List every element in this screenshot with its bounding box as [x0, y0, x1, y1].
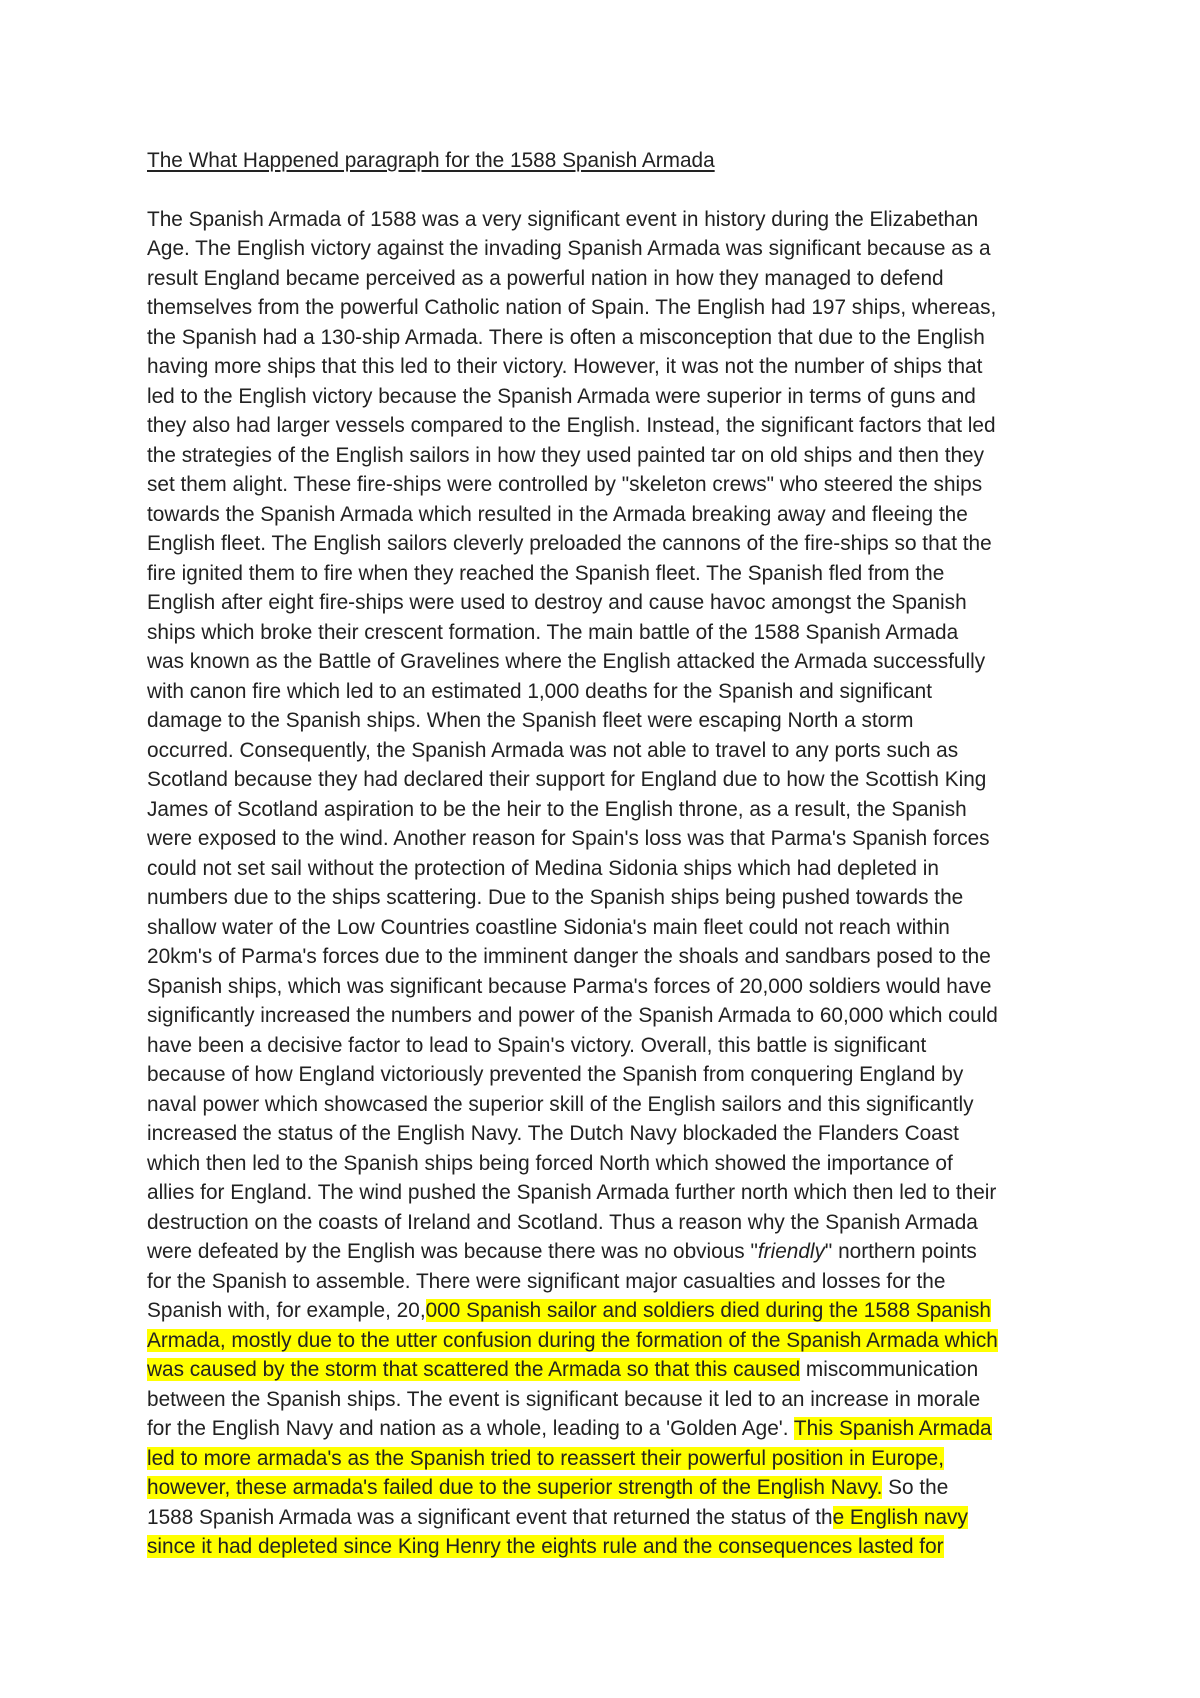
- text-line: Scotland because they had declared their support for England due to how the Scottish King: [147, 768, 987, 791]
- text-line: numbers due to the ships scattering. Due to the Spanish ships being pushed towards the: [147, 886, 964, 909]
- text-line: could not set sail without the protection of Medina Sidonia ships which had depleted in: [147, 856, 939, 880]
- text-line: [147, 1473, 1067, 1503]
- text-line: English after eight fire-ships were used to destroy and cause havoc amongst the Spanish: [147, 591, 967, 614]
- text-line: [147, 1355, 1067, 1385]
- text-line: with canon fire which led to an estimated 1,000 deaths for the Spanish and significant: [147, 679, 932, 703]
- text-run: So the: [882, 1476, 949, 1499]
- text-line: for the Spanish to assemble. There were significant major casualties and losses for the: [147, 1269, 946, 1293]
- text-line: [147, 1296, 1067, 1326]
- highlighted-text: was caused by the storm that scattered the Armada so that this caused: [147, 1358, 801, 1381]
- text-line: The Spanish Armada of 1588 was a very significant event in history during the Elizabethan: [147, 207, 979, 231]
- highlighted-text: This Spanish Armada: [793, 1417, 992, 1440]
- highlighted-text: however, these armada's failed due to the superior strength of the English Navy.: [147, 1476, 883, 1499]
- text-run: miscommunication: [800, 1358, 979, 1381]
- text-line: [147, 1414, 1067, 1444]
- text-line: naval power which showcased the superior skill of the English sailors and this significantly: [147, 1092, 974, 1116]
- document-title: The What Happened paragraph for the 1588 Spanish Armada: [147, 149, 715, 172]
- paragraph: [147, 205, 1067, 1562]
- text-line: 20km's of Parma's forces due to the imminent danger the shoals and sandbars posed to the: [147, 945, 991, 968]
- text-run: " northern points: [824, 1240, 977, 1263]
- text-line: [147, 1326, 1067, 1356]
- text-line: [147, 1237, 1067, 1267]
- text-run: 1588 Spanish Armada was a significant event that returned the status of th: [147, 1505, 833, 1529]
- text-line: was known as the Battle of Gravelines where the English attacked the Armada successfully: [147, 650, 986, 673]
- text-line: Age. The English victory against the invading Spanish Armada was significant because as a: [147, 237, 991, 260]
- text-line: James of Scotland aspiration to be the heir to the English throne, as a result, the Spanish: [147, 797, 967, 821]
- text-line: because of how England victoriously prevented the Spanish from conquering England by: [147, 1063, 964, 1086]
- text-line: occurred. Consequently, the Spanish Armada was not able to travel to any ports such as: [147, 738, 959, 762]
- text-line: they also had larger vessels compared to the English. Instead, the significant factors that led: [147, 414, 996, 437]
- text-run: Spanish with, for example, 20,: [147, 1299, 426, 1322]
- text-line: Spanish ships, which was significant because Parma's forces of 20,000 soldiers would have: [147, 974, 992, 998]
- text-line: the strategies of the English sailors in how they used painted tar on old ships and then they: [147, 443, 985, 467]
- highlighted-text: 000 Spanish sailor and soldiers died during the 1588 Spanish: [425, 1299, 991, 1322]
- highlighted-text: Armada, mostly due to the utter confusion during the formation of the Spanish Armada which: [147, 1328, 998, 1352]
- text-line: increased the status of the English Navy. The Dutch Navy blockaded the Flanders Coast: [147, 1122, 959, 1145]
- text-line: [147, 1503, 1067, 1533]
- text-line: damage to the Spanish ships. When the Spanish fleet were escaping North a storm: [147, 709, 914, 732]
- text-line: the Spanish had a 130-ship Armada. There is often a misconception that due to the English: [147, 325, 985, 349]
- text-line: between the Spanish ships. The event is significant because it led to an increase in morale: [147, 1387, 981, 1411]
- text-line: destruction on the coasts of Ireland and Scotland. Thus a reason why the Spanish Armada: [147, 1210, 978, 1234]
- text-line: [147, 1444, 1067, 1474]
- text-run: for the English Navy and nation as a whole, leading to a 'Golden Age'.: [147, 1417, 794, 1440]
- text-line: were exposed to the wind. Another reason for Spain's loss was that Parma's Spanish forces: [147, 827, 990, 850]
- text-line: themselves from the powerful Catholic nation of Spain. The English had 197 ships, whereas,: [147, 296, 997, 319]
- highlighted-text: led to more armada's as the Spanish tried to reassert their powerful position in Europe,: [147, 1446, 944, 1470]
- text-line: significantly increased the numbers and power of the Spanish Armada to 60,000 which could: [147, 1004, 998, 1027]
- italic-text: friendly: [757, 1240, 825, 1263]
- text-line: shallow water of the Low Countries coastline Sidonia's main fleet could not reach within: [147, 915, 950, 939]
- text-line: English fleet. The English sailors cleverly preloaded the cannons of the fire-ships so that the: [147, 532, 992, 555]
- text-line: which then led to the Spanish ships being forced North which showed the importance of: [147, 1151, 953, 1175]
- text-line: having more ships that this led to their victory. However, it was not the number of ships that: [147, 355, 983, 378]
- text-line: set them alight. These fire-ships were controlled by "skeleton crews" who steered the ships: [147, 473, 983, 496]
- highlighted-text: since it had depleted since King Henry the eights rule and the consequences lasted for: [147, 1535, 944, 1558]
- text-line: led to the English victory because the Spanish Armada were superior in terms of guns and: [147, 384, 976, 408]
- text-line: [147, 1532, 1067, 1562]
- text-line: towards the Spanish Armada which resulted in the Armada breaking away and fleeing the: [147, 502, 968, 526]
- text-run: were defeated by the English was because there was no obvious ": [147, 1240, 758, 1263]
- text-line: fire ignited them to fire when they reached the Spanish fleet. The Spanish fled from the: [147, 561, 945, 585]
- text-line: have been a decisive factor to lead to Spain's victory. Overall, this battle is significant: [147, 1033, 927, 1057]
- text-line: ships which broke their crescent formation. The main battle of the 1588 Spanish Armada: [147, 620, 959, 644]
- document-body: [147, 146, 1067, 1562]
- text-line: result England became perceived as a powerful nation in how they managed to defend: [147, 266, 944, 290]
- highlighted-text: e English navy: [832, 1505, 968, 1529]
- text-line: allies for England. The wind pushed the Spanish Armada further north which then led to their: [147, 1181, 997, 1204]
